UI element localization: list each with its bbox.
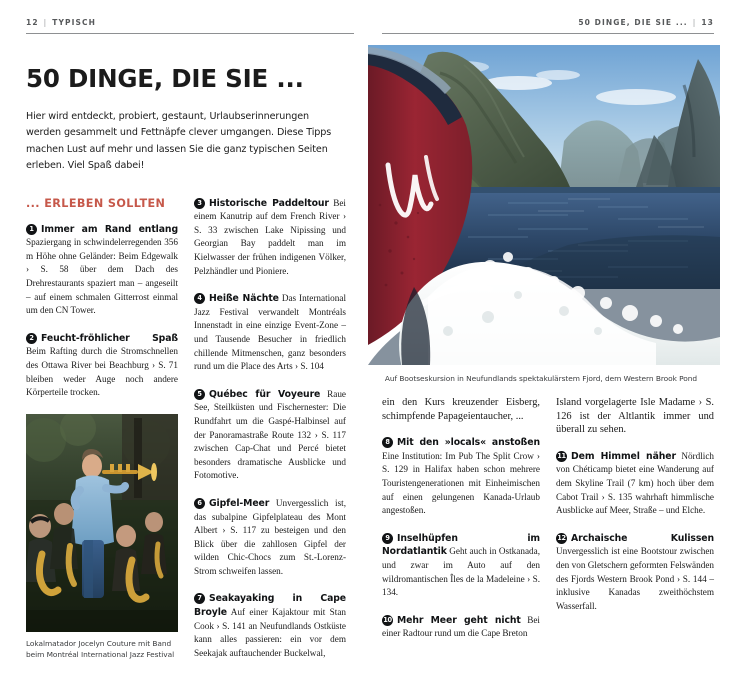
left-columns	[26, 197, 354, 674]
fjord-photo-caption: Auf Bootseskursion in Neufundlands spektakulärstem Fjord, dem Western Brook Pond	[384, 374, 698, 383]
tip-lead-7: Seakayaking in Cape Broyle	[194, 593, 346, 619]
tip-body-12: Unvergesslich ist eine Bootstour zwischen den von Gletschern geformten Felswänden des Fjords Western Brook Pond › S. 144 – inklusive Kanadas zweithöchstem Wasserfall.	[556, 546, 714, 611]
left-folio	[26, 18, 354, 27]
tip-item-12	[556, 532, 714, 614]
tip-lead-5: Québec für Voyeure	[209, 388, 321, 400]
tip-number-2: 2	[26, 333, 37, 344]
tip-item-1	[26, 223, 178, 318]
tip-number-3: 3	[194, 198, 205, 209]
right-header	[368, 0, 736, 34]
continuation-text-left: ein den Kurs kreuzender Eisberg, schimpfende Papageientaucher, ...	[382, 397, 540, 422]
right-header-rule	[382, 33, 714, 34]
right-folio-number: 13	[701, 18, 714, 27]
tip-item-8	[382, 436, 540, 518]
fjord-photo-graphic	[368, 45, 720, 365]
left-folio-section: TYPISCH	[52, 18, 96, 27]
jazz-festival-photo	[26, 414, 178, 632]
tip-lead-10: Mehr Meer geht nicht	[397, 614, 521, 626]
tip-number-12: 12	[557, 533, 566, 542]
tip-item-2	[26, 332, 178, 400]
tip-body-8: Eine Institution: Im Pub The Split Crow › S. 129 in Halifax haben schon mehrere Touristengenerationen mit Einheimischen auf einen gelungenen Kanada-Urlaub angestoßen.	[382, 450, 540, 516]
tip-item-3	[194, 197, 346, 279]
tip-lead-1: Immer am Rand entlang	[41, 223, 178, 235]
right-column-1	[382, 396, 540, 655]
tip-body-1: Spaziergang in schwindelerregenden 356 m Höhe ohne Geländer: Beim Edgewalk › S. 58 über dem Dach des Drehrestaurants spaziert man – angeseilt – auf einem schmalen Gitterrost einmal um den CN Tower.	[26, 237, 178, 316]
tip-lead-9: Inselhüpfen im Nordatlantik	[382, 532, 540, 558]
tip-body-4: Das International Jazz Festival verwandelt Montréals Innenstadt in eine einzige Event-Zone – und Tausende Besucher in friedlich chillende Mitmenschen, ganz besonders rund um die Place des Arts › S. 104	[194, 293, 346, 372]
tip-body-7: Auf einer Kajaktour mit Stan Cook › S. 141 an Neufundlands Ostküste kann alles passieren: ein vor dem Seekajak auftauchender Buckelwal,	[194, 607, 346, 658]
left-folio-number: 12	[26, 18, 39, 27]
tip-body-5: Raue See, Steilküsten und Fischernester: Die Rundfahrt um die Gaspé-Halbinsel auf der Panoramastraße Route 132 › S. 117 zwischen Cap-Chat und Percé bietet besonders dramatische Ausblicke und Fotomotive.	[194, 388, 346, 481]
tip-lead-4: Heiße Nächte	[209, 293, 279, 305]
tip-body-9: Geht auch in Ostkanada, und zwar im Auto auf den wildromantischen Îles de la Madeleine › S. 134.	[382, 546, 540, 598]
continuation-text-right: Island vorgelagerte Isle Madame › S. 126 ist der Altlantik immer und überall zu sehen.	[556, 397, 714, 436]
left-column-1	[26, 197, 178, 674]
tip-lead-2: Feucht-fröhlicher Spaß	[41, 332, 178, 344]
right-column-2	[556, 396, 714, 655]
tip-item-11	[556, 450, 714, 518]
left-header-rule	[26, 33, 354, 34]
tip-item-5	[194, 388, 346, 483]
tip-item-6	[194, 497, 346, 579]
section-heading: ... ERLEBEN SOLLTEN	[26, 196, 166, 210]
left-column-2	[194, 197, 346, 674]
jazz-photo-caption: Lokalmatador Jocelyn Couture mit Band beim Montréal International Jazz Festival	[26, 638, 175, 660]
tip-number-5: 5	[194, 389, 205, 400]
left-folio-separator: |	[43, 18, 48, 27]
right-folio-section: 50 DINGE, DIE SIE ...	[578, 18, 688, 27]
right-folio	[382, 18, 714, 27]
tip-body-2: Beim Rafting durch die Stromschnellen des Ottawa River bei Beachburg › S. 71 bleiben weder Auge noch andere Körperteile trocken.	[26, 346, 178, 398]
right-columns	[382, 396, 714, 655]
intro-paragraph: Hier wird entdeckt, probiert, gestaunt, Urlaubserinnerungen werden gesammelt und Fettnäpfe clever umgangen. Diese Tipps machen Lust auf mehr und lassen Sie die ganz typischen Seiten erleben. Viel Spaß dabei!	[26, 111, 332, 172]
tip-number-9: 9	[382, 533, 393, 544]
right-folio-separator: |	[692, 18, 697, 27]
tip-item-7	[194, 592, 346, 660]
left-page	[0, 0, 368, 660]
tip-number-7: 7	[194, 593, 205, 604]
tip-number-8: 8	[382, 437, 393, 448]
tip-item-10	[382, 614, 540, 641]
tip-number-1: 1	[26, 224, 37, 235]
tip-lead-12: Archaische Kulissen	[571, 532, 714, 544]
tip-lead-11: Dem Himmel näher	[571, 450, 676, 462]
tip-number-10: 10	[383, 615, 392, 624]
page-title: 50 DINGE, DIE SIE ...	[26, 64, 304, 93]
tip-lead-8: Mit den »locals« anstoßen	[397, 437, 540, 449]
tip-number-4: 4	[194, 293, 205, 304]
fjord-photo	[368, 45, 720, 365]
tip-body-10: Bei einer Radtour rund um die Cape Breton	[382, 614, 540, 639]
tip-number-6: 6	[194, 498, 205, 509]
tip-body-6: Unvergesslich ist, das subalpine Gipfelplateau des Mont Albert › S. 117 zu besteigen und den Blick über die zahllosen Gipfel der wilden Chic-Chocs zum St.-Lorenz-Strom schweifen lassen.	[194, 497, 346, 576]
tip-number-11: 11	[557, 451, 566, 460]
tip-lead-6: Gipfel-Meer	[209, 497, 270, 509]
tip-body-11: Nördlich von Chéticamp bietet eine Wanderung auf dem Skyline Trail (7 km) hoch über dem Cabot Trail › S. 135 wahrhaft himmlische Ausblicke auf Meer, Straße – und Elche.	[556, 450, 714, 516]
jazz-photo-graphic	[26, 414, 178, 632]
right-page	[368, 0, 736, 648]
tip-lead-3: Historische Paddeltour	[209, 197, 329, 209]
tip-item-4	[194, 292, 346, 374]
tip-item-9	[382, 532, 540, 600]
tip-body-3: Bei einem Kanutrip auf dem French River › S. 33 zwischen Lake Nipissing und Georgian Bay paddelt man im Kielwasser der frühen indigenen Völker, Pelzhändler und Pioniere.	[194, 197, 346, 276]
